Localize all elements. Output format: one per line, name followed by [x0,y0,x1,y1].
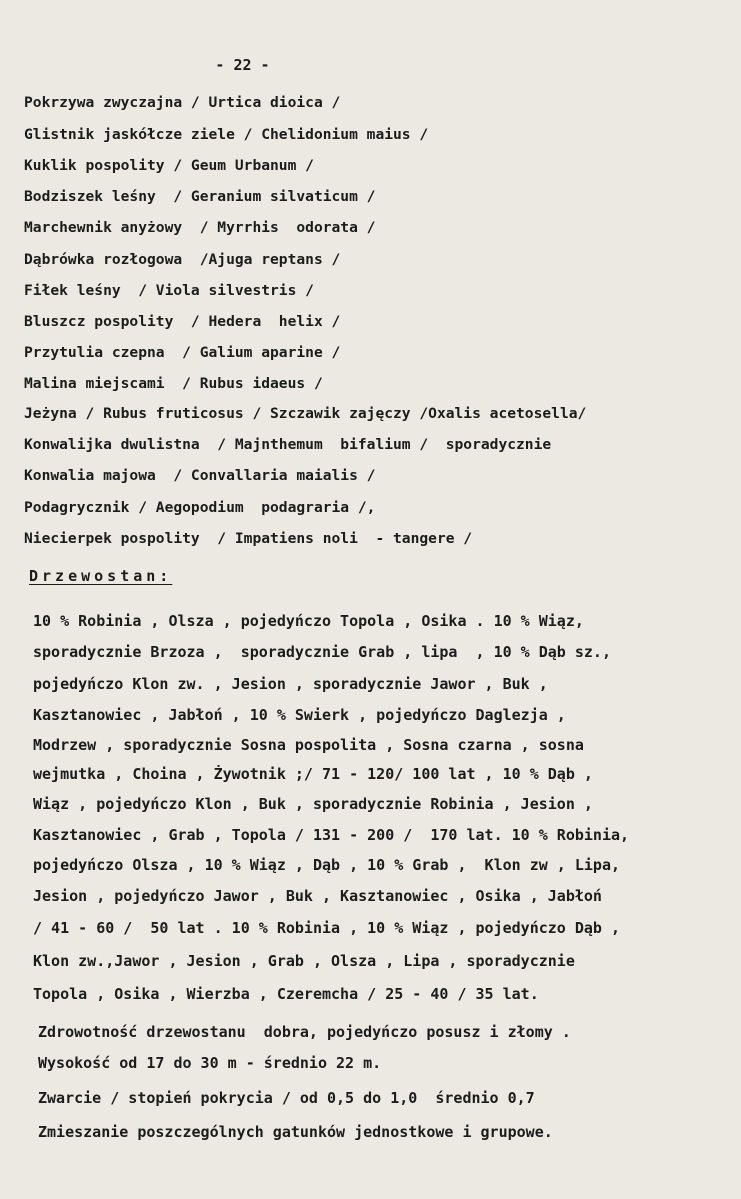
plant-line: Konwalijka dwulistna / Majnthemum bifalium / sporadycznie [24,436,552,453]
plant-line: Niecierpek pospolity / Impatiens noli - tangere / [24,530,473,547]
tree-line: pojedyńczo Olsza , 10 % Wiąz , Dąb , 10 % Grab , Klon zw , Lipa, [33,856,620,874]
tree-line: Modrzew , sporadycznie Sosna pospolita , Sosna czarna , sosna [33,736,584,754]
plant-line: Glistnik jaskółcze ziele / Chelidonium maius / [24,126,429,143]
plant-line: Konwalia majowa / Convallaria maialis / [24,467,376,484]
plant-line: Jeżyna / Rubus fruticosus / Szczawik zajęczy /Oxalis acetosella/ [24,405,587,422]
summary-line: Wysokość od 17 do 30 m - średnio 22 m. [38,1054,382,1072]
tree-line: Kasztanowiec , Grab , Topola / 131 - 200 / 170 lat. 10 % Robinia, [33,826,630,844]
plant-line: Dąbrówka rozłogowa /Ajuga reptans / [24,251,341,268]
tree-line: Jesion , pojedyńczo Jawor , Buk , Kasztanowiec , Osika , Jabłoń [33,887,602,905]
plant-line: Marchewnik anyżowy / Myrrhis odorata / [24,219,376,236]
plant-line: Przytulia czepna / Galium aparine / [24,344,341,361]
tree-line: pojedyńczo Klon zw. , Jesion , sporadycznie Jawor , Buk , [33,675,548,693]
tree-line: wejmutka , Choina , Żywotnik ;/ 71 - 120/ 100 lat , 10 % Dąb , [33,765,593,783]
summary-line: Zmieszanie poszczególnych gatunków jednostkowe i grupowe. [38,1123,553,1141]
summary-line: Zdrowotność drzewostanu dobra, pojedyńczo posusz i złomy . [38,1023,571,1041]
section-heading: Drzewostan: [29,567,173,585]
page-number: - 22 - [215,56,270,74]
plant-line: Bodziszek leśny / Geranium silvaticum / [24,188,376,205]
tree-line: / 41 - 60 / 50 lat . 10 % Robinia , 10 % Wiąz , pojedyńczo Dąb , [33,919,620,937]
plant-line: Kuklik pospolity / Geum Urbanum / [24,157,314,174]
tree-line: Kasztanowiec , Jabłoń , 10 % Swierk , pojedyńczo Daglezja , [33,706,566,724]
plant-line: Pokrzywa zwyczajna / Urtica dioica / [24,94,341,111]
tree-line: sporadycznie Brzoza , sporadycznie Grab , lipa , 10 % Dąb sz., [33,643,611,661]
summary-line: Zwarcie / stopień pokrycia / od 0,5 do 1,0 średnio 0,7 [38,1089,535,1107]
plant-line: Fiłek leśny / Viola silvestris / [24,282,314,299]
plant-line: Podagrycznik / Aegopodium podagraria /, [24,499,376,516]
plant-line: Bluszcz pospolity / Hedera helix / [24,313,341,330]
tree-line: Klon zw.,Jawor , Jesion , Grab , Olsza , Lipa , sporadycznie [33,952,575,970]
tree-line: Topola , Osika , Wierzba , Czeremcha / 25 - 40 / 35 lat. [33,985,539,1003]
tree-line: Wiąz , pojedyńczo Klon , Buk , sporadycznie Robinia , Jesion , [33,795,593,813]
plant-line: Malina miejscami / Rubus idaeus / [24,375,323,392]
tree-line: 10 % Robinia , Olsza , pojedyńczo Topola , Osika . 10 % Wiąz, [33,612,584,630]
